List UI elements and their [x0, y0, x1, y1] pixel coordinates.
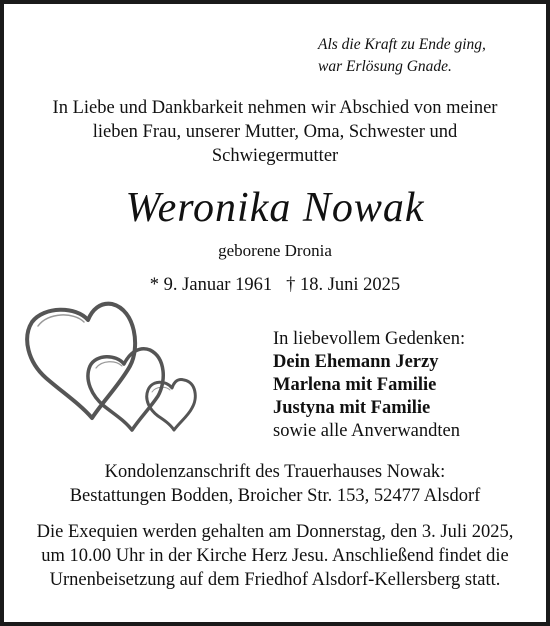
maiden-name: geborene Dronia — [218, 241, 332, 260]
quote — [318, 34, 518, 78]
mourners-intro: In liebevollem Gedenken: — [273, 329, 466, 349]
birth-date: * 9. Januar 1961 — [149, 275, 273, 295]
condolence-line-2: Bestattungen Bodden, Broicher Str. 153, 52477 Alsdorf — [69, 486, 481, 506]
quote-line-2: war Erlösung Gnade. — [318, 58, 452, 75]
mourner-name: Justyna mit Familie — [273, 398, 431, 418]
mourner-name: Marlena mit Familie — [273, 375, 437, 395]
condolence-line-1: Kondolenzanschrift des Trauerhauses Nowak: — [104, 462, 446, 482]
service-line-1: Die Exequien werden gehalten am Donnerstag, den 3. Juli 2025, — [36, 522, 514, 542]
service-line-2: um 10.00 Uhr in der Kirche Herz Jesu. Anschließend findet die — [41, 546, 509, 566]
three-hearts-icon — [24, 300, 210, 436]
small-heart-icon — [147, 379, 196, 430]
mourners-list — [273, 328, 465, 443]
intro-line-3: Schwiegermutter — [211, 146, 339, 166]
quote-line-1: Als die Kraft zu Ende ging, — [318, 36, 486, 53]
intro-text — [0, 96, 550, 168]
intro-line-2: lieben Frau, unserer Mutter, Oma, Schwester und — [92, 122, 458, 142]
life-dates — [0, 273, 550, 297]
death-date: † 18. Juni 2025 — [286, 275, 401, 295]
intro-line-1: In Liebe und Dankbarkeit nehmen wir Abschied von meiner — [52, 98, 498, 118]
service-info — [0, 520, 550, 592]
service-line-3: Urnenbeisetzung auf dem Friedhof Alsdorf-Kellersberg statt. — [49, 570, 501, 590]
condolence-address — [0, 460, 550, 508]
mourner-name: Dein Ehemann Jerzy — [273, 352, 439, 372]
deceased-name: Weronika Nowak — [125, 185, 425, 231]
medium-heart-icon — [88, 349, 163, 430]
mourners-closing: sowie alle Anverwandten — [273, 421, 460, 441]
